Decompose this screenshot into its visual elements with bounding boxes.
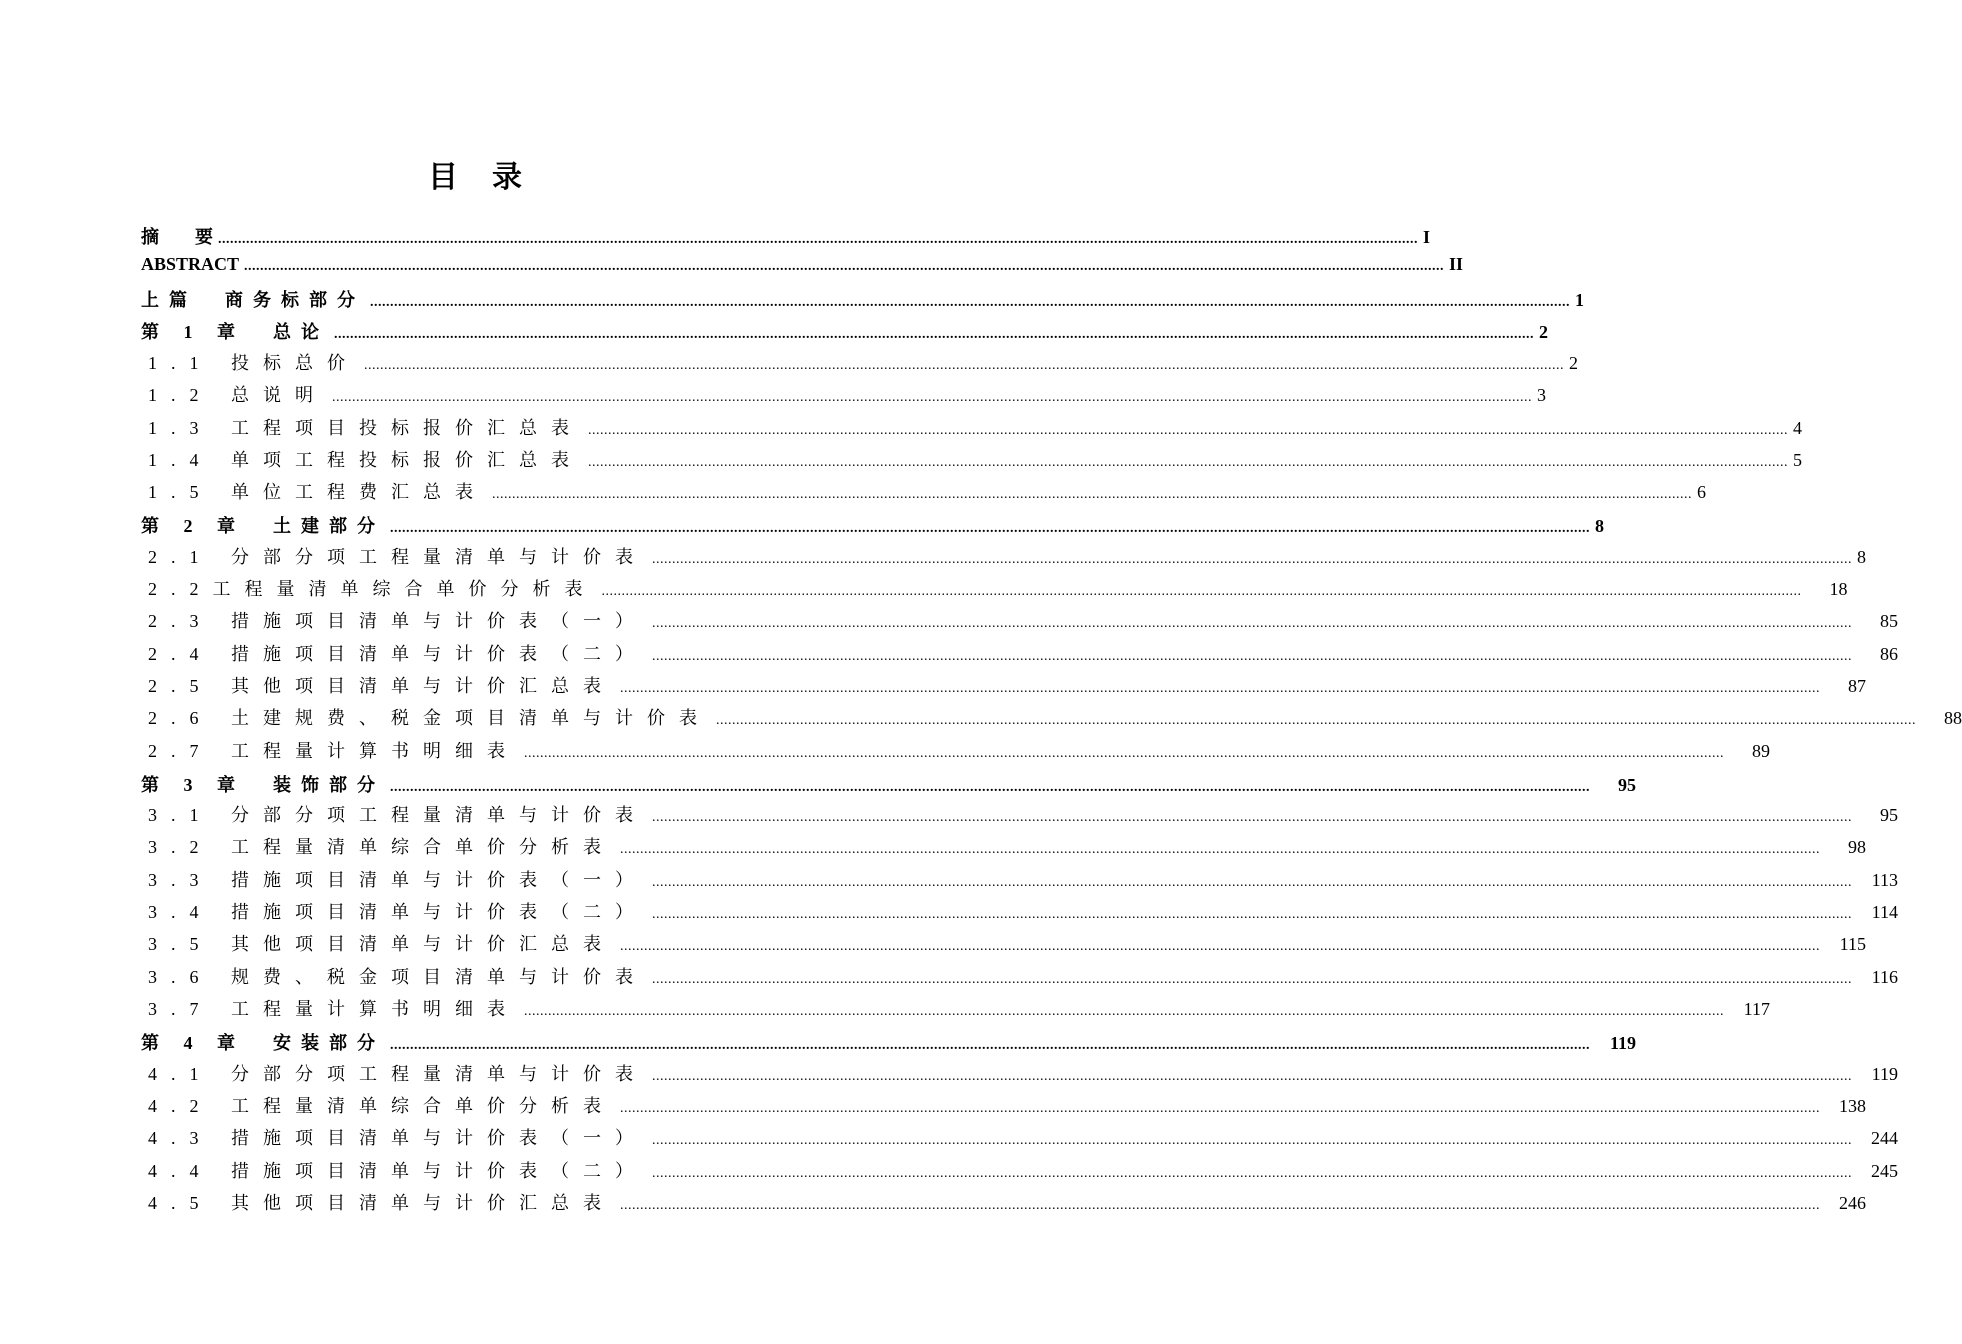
toc-entry[interactable] [141,381,1546,407]
toc-entry[interactable] [141,446,1802,472]
toc-entry[interactable] [141,704,1962,730]
toc-entry[interactable] [141,1060,1898,1086]
toc-entry-label: 1.1 投标总价 [148,353,359,373]
toc-entry-label: 4.1 分部分项工程量清单与计价表 [148,1064,647,1084]
toc-entry[interactable] [141,963,1898,989]
toc-entry-label: 1.2 总说明 [148,385,327,405]
toc-entry-label: 1.5 单位工程费汇总表 [148,482,487,502]
toc-page-number: II [1449,254,1464,274]
toc-entry[interactable] [141,898,1898,924]
toc-entry-label: 第 3 章 装饰部分 [141,775,385,795]
toc-entry[interactable] [141,866,1898,892]
toc-entry[interactable] [141,1029,1636,1055]
toc-entry-label: 4.5 其他项目清单与计价汇总表 [148,1193,615,1213]
toc-entry-label: 3.2 工程量清单综合单价分析表 [148,837,615,857]
toc-entry-label: 上篇 商务标部分 [141,290,365,310]
toc-entry-label: 3.5 其他项目清单与计价汇总表 [148,934,615,954]
toc-entry[interactable] [141,223,1431,249]
toc-page-number: I [1423,227,1431,247]
toc-page-number: 6 [1697,482,1706,502]
toc-leader-dots: ............................................................................................................................................................................................................................................................................................................ [364,358,1564,373]
toc-leader-dots: ............................................................................................................................................................................................................................................................................................................ [390,780,1590,795]
toc-entry[interactable] [141,1157,1898,1183]
toc-leader-dots: ............................................................................................................................................................................................................................................................................................................ [716,713,1916,728]
toc-entry[interactable] [141,543,1866,569]
toc-page-number: 95 [1880,805,1898,825]
toc-leader-dots: ............................................................................................................................................................................................................................................................................................................ [652,875,1852,890]
toc-entry[interactable] [141,478,1706,504]
toc-entry[interactable] [141,995,1770,1021]
toc-entry-label: 2.3 措施项目清单与计价表（一） [148,611,647,631]
toc-entry[interactable] [141,672,1866,698]
toc-page-number: 85 [1880,611,1898,631]
toc-leader-dots: ............................................................................................................................................................................................................................................................................................................ [370,295,1570,310]
toc-entry[interactable] [141,833,1866,859]
toc-page-number: 138 [1839,1096,1866,1116]
toc-entry[interactable] [141,575,1848,601]
toc-entry-label: 3.1 分部分项工程量清单与计价表 [148,805,647,825]
toc-leader-dots: ............................................................................................................................................................................................................................................................................................................ [524,1004,1724,1019]
toc-leader-dots: ............................................................................................................................................................................................................................................................................................................ [652,552,1852,567]
toc-leader-dots: ............................................................................................................................................................................................................................................................................................................ [652,907,1852,922]
toc-page-number: 245 [1871,1161,1898,1181]
toc-entry[interactable] [141,1092,1866,1118]
toc-entry[interactable] [141,512,1604,538]
toc-page-number: 114 [1871,902,1898,922]
toc-page-number: 8 [1595,516,1604,536]
toc-leader-dots: ............................................................................................................................................................................................................................................................................................................ [652,1166,1852,1181]
toc-page-number: 246 [1839,1193,1866,1213]
toc-entry[interactable] [141,771,1636,797]
toc-leader-dots: ............................................................................................................................................................................................................................................................................................................ [332,390,1532,405]
page-title-char-2: 录 [492,161,522,194]
toc-page-number: 95 [1618,775,1636,795]
toc-leader-dots: ............................................................................................................................................................................................................................................................................................................ [390,1038,1590,1053]
toc-leader-dots: ............................................................................................................................................................................................................................................................................................................ [524,746,1724,761]
toc-entry[interactable] [141,349,1578,375]
page-title [0,152,950,196]
toc-page-number: 86 [1880,644,1898,664]
toc-page-number: 116 [1871,967,1898,987]
toc-entry-label: 1.4 单项工程投标报价汇总表 [148,450,583,470]
toc-leader-dots: ............................................................................................................................................................................................................................................................................................................ [588,455,1788,470]
toc-entry-label: 3.3 措施项目清单与计价表（一） [148,870,647,890]
toc-leader-dots: ............................................................................................................................................................................................................................................................................................................ [244,259,1445,274]
toc-entry-label: 2.6 土建规费、税金项目清单与计价表 [148,708,711,728]
toc-page-number: 88 [1944,708,1962,728]
toc-page-number: 18 [1829,579,1848,599]
toc-page-number: 119 [1871,1064,1898,1084]
page-title-char-1: 目 [428,161,458,194]
toc-entry[interactable] [141,1124,1898,1150]
toc-page-number: 2 [1539,322,1548,342]
toc-entry-label: 第 2 章 土建部分 [141,516,385,536]
toc-page-number: 2 [1569,353,1578,373]
toc-entry-label: 摘 要 [141,227,213,247]
toc-entry-label: 2.1 分部分项工程量清单与计价表 [148,547,647,567]
toc-entry[interactable] [141,930,1866,956]
toc-entry[interactable] [141,1189,1866,1215]
toc-entry-label: 1.3 工程项目投标报价汇总表 [148,418,583,438]
toc-entry-label: 3.4 措施项目清单与计价表（二） [148,902,647,922]
toc-page-number: 98 [1848,837,1866,857]
toc-entry[interactable] [141,737,1770,763]
toc-leader-dots: ............................................................................................................................................................................................................................................................................................................ [334,327,1534,342]
toc-leader-dots: ............................................................................................................................................................................................................................................................................................................ [620,1101,1820,1116]
toc-entry[interactable] [141,640,1898,666]
toc-page-number: 244 [1871,1128,1898,1148]
toc-page-number: 87 [1848,676,1866,696]
toc-leader-dots: ............................................................................................................................................................................................................................................................................................................ [652,1133,1852,1148]
toc-entry[interactable] [141,607,1898,633]
toc-page-number: 119 [1609,1033,1636,1053]
toc-leader-dots: ............................................................................................................................................................................................................................................................................................................ [620,681,1820,696]
toc-leader-dots: ............................................................................................................................................................................................................................................................................................................ [492,487,1692,502]
toc-entry-label: 3.6 规费、税金项目清单与计价表 [148,967,647,987]
toc-leader-dots: ............................................................................................................................................................................................................................................................................................................ [390,521,1590,536]
toc-page-number: 117 [1743,999,1770,1019]
toc-page-number: 8 [1857,547,1866,567]
toc-entry-label: 2.5 其他项目清单与计价汇总表 [148,676,615,696]
toc-entry[interactable] [141,414,1802,440]
toc-page-number: 4 [1793,418,1802,438]
toc-leader-dots: ............................................................................................................................................................................................................................................................................................................ [588,423,1788,438]
toc-entry-label: 4.4 措施项目清单与计价表（二） [148,1161,647,1181]
toc-leader-dots: ............................................................................................................................................................................................................................................................................................................ [652,810,1852,825]
toc-entry-label: 2.4 措施项目清单与计价表（二） [148,644,647,664]
toc-entry[interactable] [141,318,1548,344]
toc-entry[interactable] [141,254,1464,275]
toc-entry-label: ABSTRACT [141,254,240,274]
toc-page-number: 5 [1793,450,1802,470]
toc-page-number: 89 [1752,741,1770,761]
toc-entry-label: 第 4 章 安装部分 [141,1033,385,1053]
toc-leader-dots: ............................................................................................................................................................................................................................................................................................................ [620,842,1820,857]
toc-entry-label: 4.2 工程量清单综合单价分析表 [148,1096,615,1116]
toc-entry-label: 4.3 措施项目清单与计价表（一） [148,1128,647,1148]
toc-page-number: 113 [1871,870,1898,890]
toc-leader-dots: ............................................................................................................................................................................................................................................................................................................ [620,939,1820,954]
toc-page-number: 3 [1537,385,1546,405]
toc-entry-label: 第 1 章 总论 [141,322,329,342]
toc-entry-label: 2.2工程量清单综合单价分析表 [148,579,597,599]
toc-leader-dots: ............................................................................................................................................................................................................................................................................................................ [652,972,1852,987]
toc-entry-label: 2.7 工程量计算书明细表 [148,741,519,761]
toc-leader-dots: ............................................................................................................................................................................................................................................................................................................ [652,616,1852,631]
toc-page-number: 115 [1839,934,1866,954]
toc-leader-dots: ............................................................................................................................................................................................................................................................................................................ [620,1198,1820,1213]
toc-page-number: 1 [1575,290,1584,310]
toc-leader-dots: ............................................................................................................................................................................................................................................................................................................ [601,584,1802,599]
toc-leader-dots: ............................................................................................................................................................................................................................................................................................................ [652,649,1852,664]
toc-entry[interactable] [141,286,1584,312]
toc-leader-dots: ............................................................................................................................................................................................................................................................................................................ [218,232,1418,247]
toc-entry[interactable] [141,801,1898,827]
toc-leader-dots: ............................................................................................................................................................................................................................................................................................................ [652,1069,1852,1084]
toc-entry-label: 3.7 工程量计算书明细表 [148,999,519,1019]
